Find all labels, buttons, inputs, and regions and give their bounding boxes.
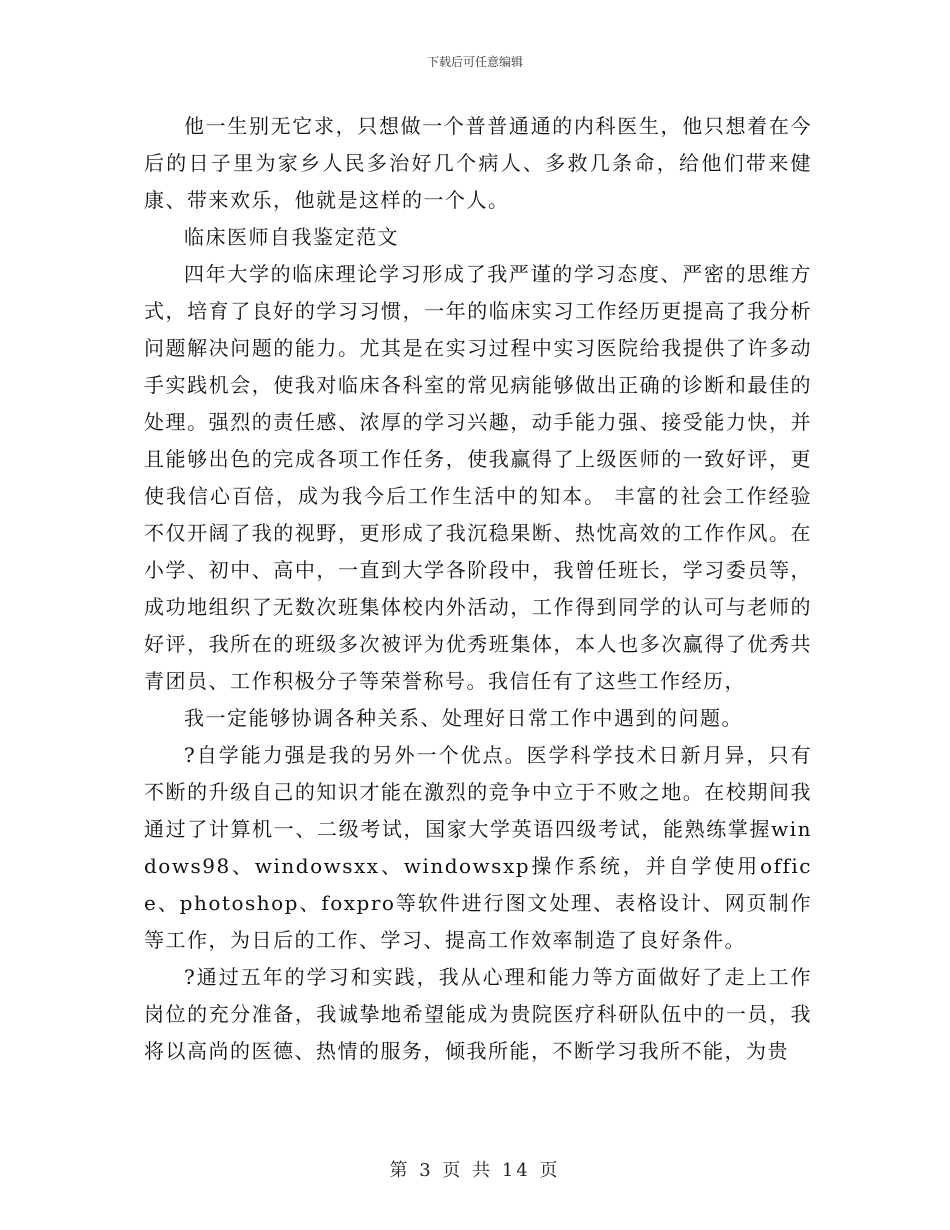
- paragraph-3: 我一定能够协调各种关系、处理好日常工作中遇到的问题。: [184, 706, 743, 730]
- paragraph-4: ?自学能力强是我的另外一个优点。医学科学技术日新月异，只有不断的升级自己的知识才能在激烈的竞争中立于不败之地。在校期间我通过了计算机一、二级考试，国家大学英语四级考试，能熟练掌握windows98、windowsxx、windowsxp操作系统，并自学使用office、photoshop、foxpro等软件进行图文处理、表格设计、网页制作等工作，为日后的工作、学习、提高工作效率制造了良好条件。: [144, 743, 812, 952]
- paragraph-5: ?通过五年的学习和实践，我从心理和能力等方面做好了走上工作岗位的充分准备，我诚挚地希望能成为贵院医疗科研队伍中的一员，我将以高尚的医德、热情的服务，倾我所能，不断学习我所不能，为贵: [144, 965, 812, 1063]
- page-header: 下载后可任意编辑: [426, 55, 523, 69]
- paragraph-2: 四年大学的临床理论学习形成了我严谨的学习态度、严密的思维方式，培育了良好的学习习惯，一年的临床实习工作经历更提高了我分析问题解决问题的能力。尤其是在实习过程中实习医院给我提供了许多动手实践机会，使我对临床各科室的常见病能够做出正确的诊断和最佳的处理。强烈的责任感、浓厚的学习兴趣，动手能力强、接受能力快，并且能够出色的完成各项工作任务，使我赢得了上级医师的一致好评，更使我信心百倍，成为我今后工作生活中的知本。 丰富的社会工作经验不仅开阔了我的视野，更形成了我沉稳果断、热忱高效的工作作风。在小学、初中、高中，一直到大学各阶段中，我曾任班长，学习委员等，成功地组织了无数次班集体校内外活动，工作得到同学的认可与老师的好评，我所在的班级多次被评为优秀班集体，本人也多次赢得了优秀共青团员、工作积极分子等荣誉称号。我信任有了这些工作经历，: [144, 262, 812, 693]
- document-body: [144, 108, 812, 1070]
- paragraph-1: 他一生别无它求，只想做一个普普通通的内科医生，他只想着在今后的日子里为家乡人民多治好几个病人、多救几条命，给他们带来健康、带来欢乐，他就是这样的一个人。: [144, 114, 812, 212]
- section-heading: 临床医师自我鉴定范文: [184, 225, 399, 249]
- page-footer: 第 3 页 共 14 页: [389, 1160, 561, 1181]
